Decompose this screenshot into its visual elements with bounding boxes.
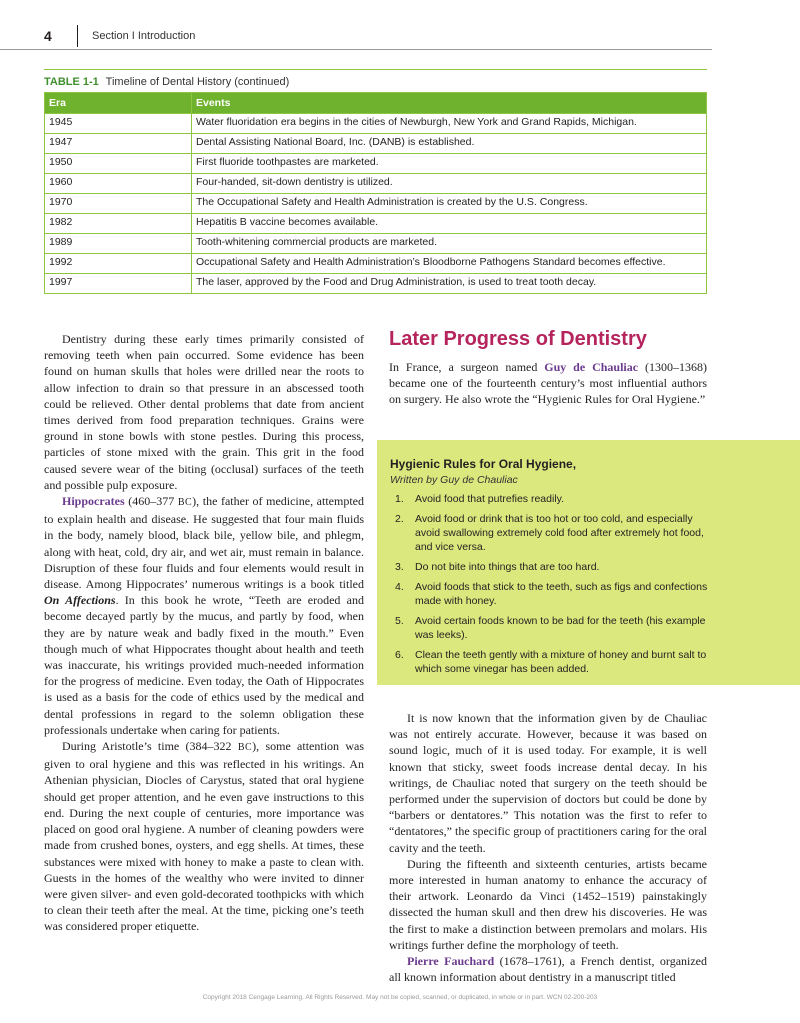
rule-item	[392, 614, 712, 642]
table-row	[45, 174, 707, 194]
right-column-intro	[389, 359, 707, 408]
table-top-rule	[44, 69, 707, 70]
hippocrates-paragraph	[44, 493, 364, 738]
book-title: On Affections	[44, 593, 116, 608]
rule-number: 4.	[395, 581, 404, 593]
header-rule	[0, 49, 712, 50]
table-row	[45, 214, 707, 234]
rule-number: 6.	[395, 649, 404, 661]
event-cell: The Occupational Safety and Health Administration is created by the U.S. Congress.	[192, 194, 707, 214]
aristotle-text-b: ), some attention was given to oral hygiene and this was reflected in his writings. An Athenian physician, Diocles of Carystus, stated that oral hygiene should get proper attention, and he even gave instructions to this end. During the next couple of centuries, more importance was placed on good oral hygiene. A number of cleaning powders were made from crushed bones, oysters, and egg shells. At times, these substances were mixed with honey to make a paste to clean with. Guests in the homes of the wealthy who were invited to dinner were given silver- and even gold-decorated toothpicks with which to clean their teeth after the meal. At the time, picking one’s teeth was considered proper etiquette.	[44, 739, 364, 934]
era-cell: 1997	[45, 274, 192, 294]
fauchard-text: (1678–1761), a French dentist, organized all known information about dentistry in a manuscript titled	[389, 954, 708, 985]
section-title: Section I Introduction	[92, 30, 196, 42]
era-cell: 1989	[45, 234, 192, 254]
bc-label: BC	[237, 742, 253, 754]
era-cell: 1982	[45, 214, 192, 234]
aristotle-paragraph	[44, 738, 364, 934]
rule-item	[392, 648, 712, 676]
event-cell: Tooth-whitening commercial products are marketed.	[192, 234, 707, 254]
fauchard-name: Pierre Fauchard	[407, 954, 495, 969]
bc-label: BC	[177, 497, 193, 509]
event-cell: First fluoride toothpastes are marketed.	[192, 154, 707, 174]
box-subtitle: Written by Guy de Chauliac	[390, 474, 518, 486]
rule-item	[392, 560, 712, 574]
rule-text: Avoid foods that stick to the teeth, such as figs and confections made with honey.	[415, 581, 708, 607]
era-cell: 1970	[45, 194, 192, 214]
era-cell: 1992	[45, 254, 192, 274]
table-caption	[44, 76, 707, 88]
rule-item	[392, 492, 712, 506]
chauliac-paragraph	[389, 359, 707, 408]
rule-text: Clean the teeth gently with a mixture of honey and burnt salt to which some vinegar has been added.	[415, 649, 707, 675]
table-row	[45, 274, 707, 294]
table-row	[45, 234, 707, 254]
rule-item	[392, 580, 712, 608]
era-cell: 1945	[45, 114, 192, 134]
event-cell: Dental Assisting National Board, Inc. (DANB) is established.	[192, 134, 707, 154]
copyright-footer: Copyright 2018 Cengage Learning. All Rights Reserved. May not be copied, scanned, or duplicated, in whole or in part. WCN 02-200-203	[202, 994, 598, 1001]
event-cell: Hepatitis B vaccine becomes available.	[192, 214, 707, 234]
column-header-era: Era	[45, 93, 192, 114]
page-number: 4	[44, 28, 52, 44]
rule-number: 2.	[395, 513, 404, 525]
era-cell: 1947	[45, 134, 192, 154]
timeline-table	[44, 92, 707, 294]
timeline-table-block	[44, 69, 707, 294]
section-heading: Later Progress of Dentistry	[389, 328, 647, 350]
intro-text-a: In France, a surgeon named	[389, 360, 545, 374]
right-column-body	[389, 710, 707, 985]
chauliac-name: Guy de Chauliac	[544, 360, 639, 374]
event-cell: Water fluoridation era begins in the cities of Newburgh, New York and Grand Rapids, Michigan.	[192, 114, 707, 134]
column-header-events: Events	[192, 93, 707, 114]
era-cell: 1950	[45, 154, 192, 174]
rule-text: Avoid certain foods known to be bad for the teeth (his example was leeks).	[415, 615, 706, 641]
hippocrates-name: Hippocrates	[62, 494, 125, 509]
event-cell: Occupational Safety and Health Administration’s Bloodborne Pathogens Standard becomes effective.	[192, 254, 707, 274]
era-cell: 1960	[45, 174, 192, 194]
rule-text: Do not bite into things that are too hard.	[415, 561, 600, 573]
table-row	[45, 254, 707, 274]
left-column	[44, 331, 364, 935]
page-header	[0, 0, 800, 50]
hippocrates-text-a: ), the father of medicine, attempted to explain health and disease. He suggested that four main fluids in the body, namely blood, black bile, yellow bile, and phlegm, along with heat, cold, dry air, and wet air, must remain in balance. Disruption of these four fluids and four elements would result in disease. Among Hippocrates’ numerous writings is a book titled	[44, 494, 364, 592]
box-title: Hygienic Rules for Oral Hygiene,	[390, 457, 577, 471]
aristotle-text-a: During Aristotle’s time (384–322	[62, 739, 238, 754]
rules-list	[392, 492, 712, 682]
table-row	[45, 114, 707, 134]
table-title: Timeline of Dental History (continued)	[105, 76, 290, 88]
rule-item	[392, 512, 712, 554]
hippocrates-text-b: . In this book he wrote, “Teeth are eroded and become decayed partly by the mucus, and partly by food, when they are by nature weak and badly fixed in the mouth.” Even though much of what Hippocrates thought about health and teeth was inaccurate, his writings provided much-needed information for the progress of medicine. Even today, the Oath of Hippocrates is used as a basis for the code of ethics used by the medical and dental professions in regard to the solemn obligation these professionals undertake when caring for patients.	[44, 593, 364, 737]
table-row	[45, 194, 707, 214]
body-paragraph: It is now known that the information given by de Chauliac was not entirely accurate. However, because it was based on sound logic, much of it is used today. For example, it is well known that sticky, sweet foods increase dental decay. In his writings, de Chauliac noted that surgery on the teeth should be performed under the supervision of doctors but could be done by “barbers or dentatores.” This notation was the first to refer to “dentatores,” the specific group of practitioners caring for the oral cavity and the teeth.	[389, 711, 707, 855]
body-paragraph: Dentistry during these early times primarily consisted of removing teeth when pain occurred. Some evidence has been found on human skulls that holes were drilled near the roots to allow infection to drain so that pressure in an abscessed tooth could be relieved. Other dental problems that date from ancient times derived from food preparation techniques. Grains were ground in stone bowls with stone pestles. During this process, particles of stone mixed with the grain. This grit in the food caused severe wear of the biting (occlusal) surfaces of the teeth and possible pulp exposure.	[44, 332, 364, 492]
fauchard-paragraph	[389, 953, 707, 985]
body-paragraph: During the fifteenth and sixteenth centuries, artists became more interested in human anatomy to enhance the accuracy of their artwork. Leonardo da Vinci (1452–1519) painstakingly dissected the human skull and then drew his discoveries. He was the first to make a distinction between premolars and molars. His writings further define the morphology of teeth.	[389, 856, 707, 952]
hippocrates-dates: (460–377	[124, 494, 178, 509]
table-header-row	[45, 93, 707, 114]
table-label: TABLE 1-1	[44, 76, 99, 88]
hygienic-rules-box	[377, 440, 800, 685]
table-row	[45, 154, 707, 174]
table-row	[45, 134, 707, 154]
event-cell: Four-handed, sit-down dentistry is utilized.	[192, 174, 707, 194]
intro-text-b: (1300–1368) became one of the fourteenth century’s most influential authors on surgery. He also wrote the “Hygienic Rules for Oral Hygiene.”	[389, 360, 707, 407]
rule-number: 5.	[395, 615, 404, 627]
rule-text: Avoid food or drink that is too hot or too cold, and especially avoid swallowing extremely cold food after extremely hot food, and vice versa.	[415, 513, 704, 553]
rule-text: Avoid food that putrefies readily.	[415, 493, 565, 505]
event-cell: The laser, approved by the Food and Drug Administration, is used to treat tooth decay.	[192, 274, 707, 294]
header-divider	[77, 25, 78, 47]
rule-number: 1.	[395, 493, 404, 505]
rule-number: 3.	[395, 561, 404, 573]
